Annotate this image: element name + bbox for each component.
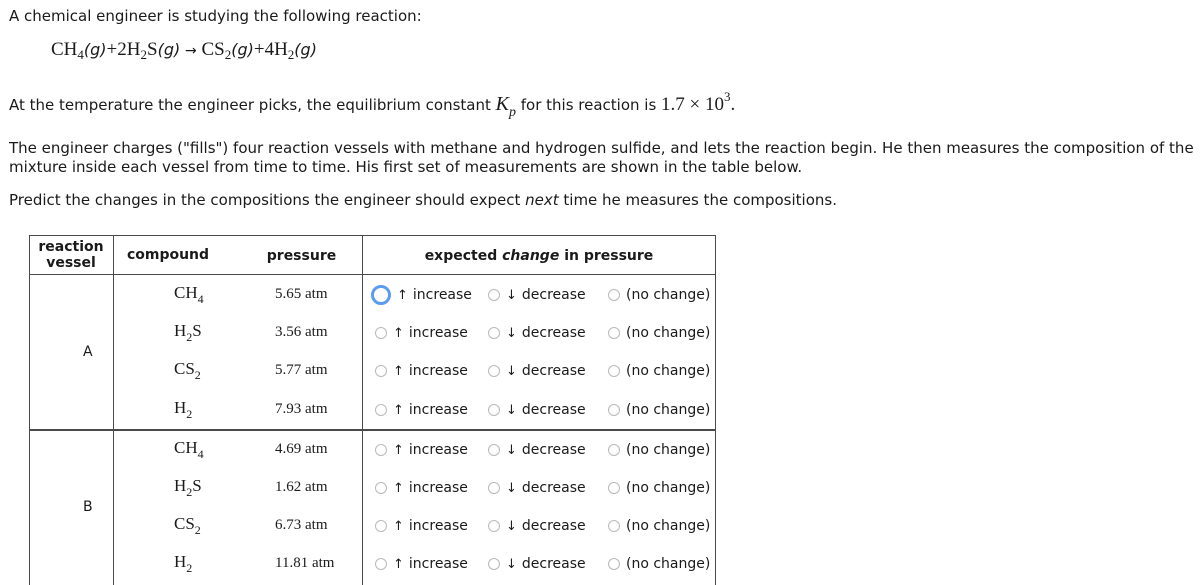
radio-button[interactable] [488, 520, 500, 532]
pressure-cell: 4.69 atm [275, 441, 328, 457]
option-label: decrease [521, 402, 586, 418]
radio-button[interactable] [608, 404, 620, 416]
arrow-up-icon: ↑ [393, 363, 404, 379]
pressure-cell: 5.77 atm [275, 362, 328, 378]
option-decrease[interactable] [488, 400, 586, 420]
pressure-cell: 6.73 atm [275, 517, 328, 533]
arrow-down-icon: ↓ [506, 442, 517, 458]
arrow-down-icon: ↓ [506, 556, 517, 572]
description-text: The engineer charges ("fills") four reaction vessels with methane and hydrogen sulfide, and lets the reaction begin. He then measures the composition of the mixture inside each vessel from time to time. His first set of measurements are shown in the table below. [9, 139, 1194, 176]
option-label: decrease [521, 556, 586, 572]
compound-cell: $H_2S$ [174, 321, 202, 344]
compound-cell: $H_2$ [174, 398, 193, 421]
arrow-down-icon: ↓ [506, 480, 517, 496]
option-label: increase [408, 480, 468, 496]
option-increase[interactable] [375, 478, 468, 498]
radio-button[interactable] [608, 520, 620, 532]
header-compound: compound [126, 247, 210, 263]
header-pressure: pressure [266, 248, 337, 264]
radio-button[interactable] [371, 285, 391, 305]
radio-button[interactable] [375, 482, 387, 494]
radio-button[interactable] [375, 558, 387, 570]
option-label: increase [408, 325, 468, 341]
radio-button[interactable] [488, 482, 500, 494]
arrow-down-icon: ↓ [506, 363, 517, 379]
radio-button[interactable] [608, 558, 620, 570]
option-label: (no change) [626, 556, 711, 572]
radio-button[interactable] [375, 520, 387, 532]
radio-button[interactable] [488, 558, 500, 570]
option-label: (no change) [626, 480, 711, 496]
pressure-cell: 7.93 atm [275, 401, 328, 417]
option-increase[interactable] [375, 554, 468, 574]
arrow-up-icon: ↑ [393, 480, 404, 496]
arrow-down-icon: ↓ [506, 518, 517, 534]
arrow-up-icon: ↑ [393, 402, 404, 418]
intro-text: A chemical engineer is studying the following reaction: [9, 7, 422, 25]
radio-button[interactable] [488, 444, 500, 456]
arrow-up-icon: ↑ [397, 287, 408, 303]
option-no-change[interactable] [608, 440, 710, 460]
option-decrease[interactable] [488, 440, 586, 460]
vessel-label-b: B [83, 499, 93, 515]
arrow-down-icon: ↓ [506, 325, 517, 341]
compound-cell: $H_2$ [174, 552, 193, 575]
option-label: (no change) [626, 287, 711, 303]
option-decrease[interactable] [488, 478, 586, 498]
option-label: decrease [521, 363, 586, 379]
arrow-up-icon: ↑ [393, 442, 404, 458]
option-decrease[interactable] [488, 285, 586, 305]
radio-button[interactable] [488, 404, 500, 416]
vessel-label-a: A [83, 344, 93, 360]
option-label: (no change) [626, 402, 711, 418]
option-label: decrease [521, 287, 586, 303]
compound-cell: $CH_4$ [174, 283, 204, 306]
pressure-cell: 1.62 atm [275, 479, 328, 495]
radio-button[interactable] [608, 482, 620, 494]
option-label: (no change) [626, 363, 711, 379]
option-no-change[interactable] [608, 554, 710, 574]
arrow-up-icon: ↑ [393, 325, 404, 341]
option-no-change[interactable] [608, 323, 710, 343]
pressure-cell: 11.81 atm [275, 555, 335, 571]
radio-button[interactable] [608, 365, 620, 377]
option-label: increase [408, 442, 468, 458]
radio-button[interactable] [375, 444, 387, 456]
option-decrease[interactable] [488, 323, 586, 343]
equilibrium-constant-text: At the temperature the engineer picks, the equilibrium constant $K_p$ for this reaction is $1.7 \times 10^3$. [9, 89, 736, 120]
arrow-up-icon: ↑ [393, 556, 404, 572]
reaction-equation: $CH_4(g)+2H_2S(g) \to CS_2(g)+4H_2(g)$ [51, 39, 317, 62]
option-increase[interactable] [375, 323, 468, 343]
header-reaction-vessel: reaction vessel [38, 239, 104, 271]
option-label: increase [408, 518, 468, 534]
option-label: increase [408, 556, 468, 572]
option-increase[interactable] [371, 285, 472, 305]
option-label: (no change) [626, 325, 711, 341]
option-increase[interactable] [375, 400, 468, 420]
option-label: (no change) [626, 442, 711, 458]
radio-button[interactable] [608, 327, 620, 339]
radio-button[interactable] [375, 365, 387, 377]
option-label: decrease [521, 480, 586, 496]
option-increase[interactable] [375, 440, 468, 460]
option-label: decrease [521, 442, 586, 458]
arrow-up-icon: ↑ [393, 518, 404, 534]
option-label: decrease [521, 518, 586, 534]
radio-button[interactable] [488, 289, 500, 301]
reaction-arrow-icon: → [184, 43, 197, 59]
option-no-change[interactable] [608, 478, 710, 498]
compound-cell: $CS_2$ [174, 514, 201, 537]
arrow-down-icon: ↓ [506, 402, 517, 418]
header-expected-change: expected change in pressure [424, 248, 654, 264]
radio-button[interactable] [608, 289, 620, 301]
option-label: increase [408, 363, 468, 379]
radio-button[interactable] [488, 327, 500, 339]
option-no-change[interactable] [608, 361, 710, 381]
option-no-change[interactable] [608, 400, 710, 420]
arrow-down-icon: ↓ [506, 287, 517, 303]
option-label: (no change) [626, 518, 711, 534]
option-label: decrease [521, 325, 586, 341]
option-increase[interactable] [375, 516, 468, 536]
option-increase[interactable] [375, 361, 468, 381]
radio-button[interactable] [488, 365, 500, 377]
option-label: increase [408, 402, 468, 418]
compound-cell: $CS_2$ [174, 359, 201, 382]
option-no-change[interactable] [608, 516, 710, 536]
compound-cell: $CH_4$ [174, 438, 204, 461]
option-decrease[interactable] [488, 516, 586, 536]
radio-button[interactable] [375, 404, 387, 416]
option-decrease[interactable] [488, 361, 586, 381]
option-no-change[interactable] [608, 285, 710, 305]
radio-button[interactable] [375, 327, 387, 339]
pressure-cell: 3.56 atm [275, 324, 328, 340]
option-decrease[interactable] [488, 554, 586, 574]
measurements-table [29, 235, 716, 585]
option-label: increase [412, 287, 472, 303]
instruction-text: Predict the changes in the compositions the engineer should expect next time he measures the compositions. [9, 191, 837, 209]
radio-button[interactable] [608, 444, 620, 456]
compound-cell: $H_2S$ [174, 476, 202, 499]
pressure-cell: 5.65 atm [275, 286, 328, 302]
